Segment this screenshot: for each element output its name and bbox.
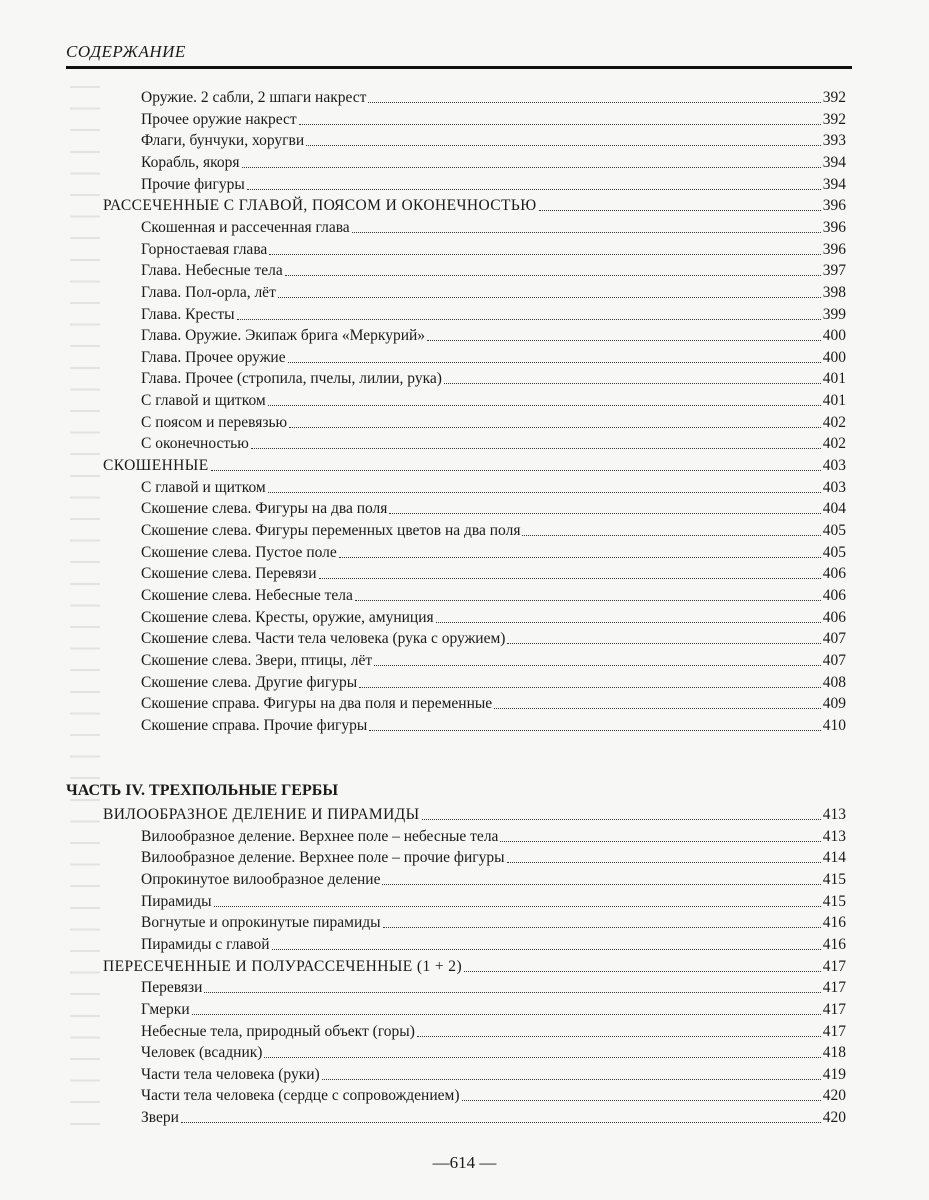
toc-entry-page: 403 [822, 457, 846, 475]
toc-entry[interactable] [141, 584, 846, 606]
toc-entry-label: Скошение слева. Фигуры переменных цветов на два поля [141, 522, 521, 539]
header-title: СОДЕРЖАНИЕ [66, 42, 186, 61]
toc-entry[interactable] [141, 519, 846, 541]
page-number-dash-right: — [475, 1153, 497, 1172]
toc-entry-label: Оружие. 2 сабли, 2 шпаги накрест [141, 89, 367, 106]
toc-entry-label: Глава. Прочее (стропила, пчелы, лилии, рука) [141, 370, 442, 388]
toc-leader-dots [359, 687, 821, 688]
toc-entry-page: 420 [822, 1109, 846, 1127]
header-rule [66, 66, 852, 69]
toc-leader-dots [322, 1079, 821, 1080]
toc-entry-page: 413 [822, 827, 846, 845]
toc-entry-label: Части тела человека (сердце с сопровождением) [141, 1087, 460, 1105]
toc-entry[interactable] [141, 606, 846, 628]
toc-leader-dots [427, 340, 821, 341]
toc-entry-page: 406 [822, 586, 846, 604]
toc-entry[interactable] [141, 216, 846, 238]
toc-entry-page: 418 [822, 1044, 846, 1062]
toc-entry[interactable] [141, 476, 846, 498]
toc-entry-page: 406 [822, 565, 846, 583]
toc-leader-dots [383, 927, 821, 928]
toc-leader-dots [422, 819, 821, 820]
toc-entry[interactable] [141, 129, 846, 151]
toc-leader-dots [288, 362, 821, 363]
toc-entry-page: 400 [822, 327, 846, 345]
toc-entry-label: Вилообразное деление. Верхнее поле – прочие фигуры [141, 849, 505, 867]
toc-entry-page: 397 [822, 262, 846, 280]
toc-entry-label: РАССЕЧЕННЫЕ С ГЛАВОЙ, ПОЯСОМ И ОКОНЕЧНОСТЬЮ [103, 197, 537, 215]
toc-leader-dots [355, 600, 821, 601]
toc-entry-page: 413 [822, 806, 846, 823]
toc-leader-dots [319, 578, 821, 579]
page-number-value: 614 [449, 1153, 476, 1172]
toc-leader-dots [374, 665, 821, 666]
toc-leader-dots [251, 448, 821, 449]
toc-entry-page: 398 [822, 283, 846, 301]
toc-leader-dots [436, 622, 821, 623]
toc-leader-dots [382, 884, 820, 885]
toc-entry[interactable] [141, 389, 846, 411]
toc-leader-dots [368, 102, 820, 103]
toc-entry-page: 419 [822, 1065, 846, 1083]
toc-section-entry[interactable] [103, 194, 846, 216]
toc-leader-dots [272, 949, 821, 950]
toc-entry[interactable] [141, 346, 846, 368]
toc-entry[interactable] [141, 649, 846, 671]
toc-entry-label: Звери [141, 1109, 179, 1127]
toc-entry-page: 417 [822, 1022, 846, 1040]
toc-entry-label: Скошение слева. Небесные тела [141, 586, 353, 604]
toc-entry[interactable] [141, 714, 846, 736]
toc-entry[interactable] [141, 432, 846, 454]
toc-entry-page: 417 [822, 1000, 846, 1018]
page-number-dash-left: — [432, 1153, 450, 1172]
toc-leader-dots [204, 992, 820, 993]
toc-entry-label: ВИЛООБРАЗНОЕ ДЕЛЕНИЕ И ПИРАМИДЫ [103, 806, 420, 823]
toc-entry[interactable] [141, 86, 846, 108]
toc-entry[interactable] [141, 627, 846, 649]
toc-entry[interactable] [141, 671, 846, 693]
toc-leader-dots [269, 254, 820, 255]
toc-entry-page: 401 [822, 370, 846, 388]
toc-entry[interactable] [141, 933, 846, 955]
toc-entry-label: Скошение слева. Фигуры на два поля [141, 500, 388, 518]
toc-entry-label: Опрокинутое вилообразное деление [141, 870, 381, 888]
toc-entry-page: 399 [822, 305, 846, 323]
toc-leader-dots [494, 708, 821, 709]
toc-entry[interactable] [141, 259, 846, 281]
toc-entry-page: 408 [822, 673, 846, 691]
toc-leader-dots [289, 427, 821, 428]
toc-entry-label: Человек (всадник) [141, 1044, 263, 1062]
toc-entry-label: Пирамиды с главой [141, 935, 270, 953]
toc-entry-label: Глава. Небесные тела [141, 262, 283, 280]
toc-leader-dots [247, 189, 821, 190]
toc-entry-label: Пирамиды [141, 892, 212, 910]
toc-entry-page: 396 [822, 240, 846, 258]
toc-entry[interactable] [141, 367, 846, 389]
toc-entry[interactable] [141, 108, 846, 130]
toc-leader-dots [211, 470, 821, 471]
toc-entry[interactable] [141, 692, 846, 714]
toc-entry-label: Скошение слева. Перевязи [141, 565, 317, 583]
toc-entry-label: Скошение справа. Прочие фигуры [141, 716, 368, 734]
toc-leader-dots [268, 492, 821, 493]
toc-entry-page: 396 [822, 218, 846, 236]
toc-section-entry[interactable] [103, 803, 846, 825]
toc-entry-label: С оконечностью [141, 435, 249, 453]
toc-entry-page: 401 [822, 392, 846, 410]
toc-leader-dots [507, 862, 821, 863]
toc-entry[interactable] [141, 151, 846, 173]
toc-leader-dots [299, 124, 821, 125]
toc-entry-label: ПЕРЕСЕЧЕННЫЕ И ПОЛУРАССЕЧЕННЫЕ (1 + 2) [103, 957, 463, 975]
toc-leader-dots [500, 841, 820, 842]
toc-entry-label: Глава. Прочее оружие [141, 348, 286, 366]
toc-entry-page: 414 [822, 849, 846, 867]
toc-entry-label: Глава. Кресты [141, 305, 235, 323]
toc-entry-page: 402 [822, 435, 846, 453]
toc-entry-label: С главой и щитком [141, 478, 266, 496]
toc-entry-page: 406 [822, 608, 846, 626]
toc-entry-label: С главой и щитком [141, 392, 266, 410]
toc-entry-page: 393 [822, 132, 846, 150]
toc-entry[interactable] [141, 1063, 846, 1085]
toc-entry[interactable] [141, 825, 846, 847]
toc-entry[interactable] [141, 173, 846, 195]
toc-entry-label: Скошение справа. Фигуры на два поля и переменные [141, 695, 493, 713]
toc-entry-page: 416 [822, 914, 846, 932]
toc-entry-page: 392 [822, 89, 846, 106]
toc-entry-label: С поясом и перевязью [141, 413, 288, 431]
toc-entry-page: 416 [822, 935, 846, 953]
toc-entry-page: 407 [822, 651, 846, 669]
toc-entry-page: 417 [822, 957, 846, 975]
toc-leader-dots [339, 557, 821, 558]
toc-entry-page: 420 [822, 1087, 846, 1105]
toc-leader-dots [507, 643, 820, 644]
toc-leader-dots [285, 275, 821, 276]
toc-entry-label: Скошение слева. Звери, птицы, лёт [141, 651, 373, 669]
toc-leader-dots [462, 1100, 821, 1101]
toc-entry-label: Флаги, бунчуки, хоругви [141, 132, 305, 150]
toc-entry-page: 402 [822, 413, 846, 431]
toc-entry-label: Вогнутые и опрокинутые пирамиды [141, 914, 381, 932]
toc-entry[interactable] [141, 411, 846, 433]
toc-leader-dots [417, 1036, 821, 1037]
toc-entry-page: 417 [822, 979, 846, 997]
toc-entry[interactable] [141, 238, 846, 260]
toc-entry[interactable] [141, 846, 846, 868]
toc-entry-page: 394 [822, 153, 846, 171]
toc-leader-dots [444, 383, 821, 384]
toc-entry-page: 405 [822, 543, 846, 561]
toc-entry-page: 396 [822, 197, 846, 215]
toc-leader-dots [389, 513, 820, 514]
toc-entry[interactable] [141, 868, 846, 890]
toc-leader-dots [369, 730, 820, 731]
toc-entry[interactable] [141, 976, 846, 998]
toc-entry-label: Вилообразное деление. Верхнее поле – небесные тела [141, 827, 499, 845]
toc-entry-label: Скошение слева. Части тела человека (рука с оружием) [141, 630, 506, 648]
toc-entry-page: 410 [822, 716, 846, 734]
toc-entry[interactable] [141, 1106, 846, 1128]
toc-entry-page: 392 [822, 110, 846, 128]
toc-entry-label: СКОШЕННЫЕ [103, 457, 209, 475]
toc-leader-dots [264, 1057, 820, 1058]
toc-entry-label: Скошение слева. Пустое поле [141, 543, 337, 561]
toc-leader-dots [237, 319, 821, 320]
toc-leader-dots [539, 210, 821, 211]
toc-leader-dots [181, 1122, 821, 1123]
toc-entry[interactable] [141, 324, 846, 346]
bleed-through-shadow [70, 86, 100, 1126]
toc-entry-label: Перевязи [141, 979, 203, 997]
toc-entry-page: 405 [822, 522, 846, 539]
toc-entry-page: 403 [822, 478, 846, 496]
toc-entry[interactable] [141, 911, 846, 933]
toc-leader-dots [242, 167, 821, 168]
toc-entry[interactable] [141, 303, 846, 325]
toc-entry[interactable] [141, 998, 846, 1020]
toc-entry-label: Небесные тела, природный объект (горы) [141, 1022, 415, 1040]
toc-entry-label: Корабль, якоря [141, 153, 240, 171]
toc-entry-page: 404 [822, 500, 846, 518]
toc-entry-label: Прочие фигуры [141, 175, 245, 193]
toc-leader-dots [268, 405, 821, 406]
toc-entry-label: Глава. Пол-орла, лёт [141, 283, 276, 301]
toc-entry[interactable] [141, 281, 846, 303]
toc-leader-dots [214, 906, 821, 907]
toc-entry[interactable] [141, 1084, 846, 1106]
toc-leader-dots [464, 971, 821, 972]
toc-leader-dots [352, 232, 821, 233]
toc-entry-label: Скошение слева. Другие фигуры [141, 673, 358, 691]
toc-entry-label: Горностаевая глава [141, 240, 268, 258]
toc-entry[interactable] [141, 1041, 846, 1063]
part-heading: ЧАСТЬ IV. ТРЕХПОЛЬНЫЕ ГЕРБЫ [66, 782, 339, 799]
toc-leader-dots [522, 535, 820, 536]
toc-entry-label: Прочее оружие накрест [141, 110, 297, 128]
toc-entry-page: 415 [822, 870, 846, 888]
toc-entry-page: 394 [822, 175, 846, 193]
toc-leader-dots [278, 297, 821, 298]
toc-entry[interactable] [141, 890, 846, 912]
toc-entry-label: Глава. Оружие. Экипаж брига «Меркурий» [141, 327, 426, 345]
toc-entry[interactable] [141, 497, 846, 519]
toc-leader-dots [306, 145, 821, 146]
toc-entry-label: Части тела человека (руки) [141, 1065, 320, 1083]
toc-entry[interactable] [141, 1020, 846, 1042]
toc-entry-page: 415 [822, 892, 846, 910]
toc-entry-page: 409 [822, 695, 846, 713]
toc-entry[interactable] [141, 541, 846, 563]
running-header [66, 42, 852, 69]
toc-entry-label: Скошенная и рассеченная глава [141, 218, 350, 236]
toc-section-entry[interactable] [103, 955, 846, 977]
toc-entry-page: 400 [822, 348, 846, 366]
toc-entry-label: Гмерки [141, 1000, 190, 1018]
toc-leader-dots [192, 1014, 821, 1015]
page-number [0, 1153, 929, 1173]
toc-entry-page: 407 [822, 630, 846, 648]
toc-section-entry[interactable] [103, 454, 846, 476]
toc-entry-label: Скошение слева. Кресты, оружие, амуниция [141, 608, 434, 626]
toc-entry[interactable] [141, 562, 846, 584]
